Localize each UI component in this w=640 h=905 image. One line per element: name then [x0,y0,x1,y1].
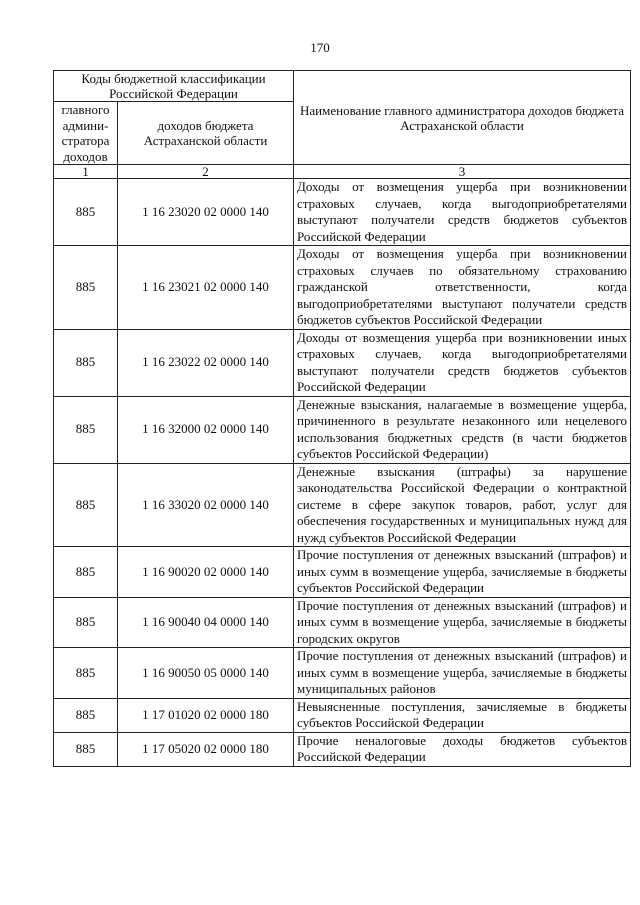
table-body [54,179,631,767]
table-row [54,329,631,396]
table-row [54,246,631,330]
income-code-cell: 1 16 90020 02 0000 140 [118,547,294,598]
column-number: 2 [118,165,294,179]
admin-code-cell: 885 [54,179,118,246]
income-name-cell: Прочие неналоговые доходы бюджетов субъектов Российской Федерации [294,732,631,766]
admin-code-cell: 885 [54,463,118,547]
header-row-group [54,71,631,102]
column-number: 3 [294,165,631,179]
income-name-cell: Доходы от возмещения ущерба при возникновении иных страховых случаев, когда выгодоприобретателями выступают получатели средств бюджетов субъектов Российской Федерации [294,329,631,396]
income-code-cell: 1 16 90050 05 0000 140 [118,648,294,699]
income-code-cell: 1 16 23021 02 0000 140 [118,246,294,330]
table-row [54,463,631,547]
income-name-cell: Прочие поступления от денежных взысканий (штрафов) и иных сумм в возмещение ущерба, зачисляемые в бюджеты субъектов Российской Федерации [294,547,631,598]
admin-code-cell: 885 [54,329,118,396]
table-row [54,732,631,766]
table-header [54,71,631,179]
table-row [54,179,631,246]
column-number: 1 [54,165,118,179]
admin-code-cell: 885 [54,597,118,648]
income-name-cell: Невыясненные поступления, зачисляемые в бюджеты субъектов Российской Федерации [294,698,631,732]
income-code-cell: 1 17 05020 02 0000 180 [118,732,294,766]
budget-classification-table [53,70,631,767]
income-name-cell: Денежные взыскания (штрафы) за нарушение законодательства Российской Федерации о контрактной системе в сфере закупок товаров, работ, услуг для обеспечения государственных и муниципальных нужд для нужд субъектов Российской Федерации [294,463,631,547]
income-code-cell: 1 16 33020 02 0000 140 [118,463,294,547]
table-row [54,547,631,598]
table-row [54,597,631,648]
header-income-column: доходов бюджета Астраханской области [118,102,294,165]
admin-code-cell: 885 [54,246,118,330]
table-row [54,396,631,463]
income-name-cell: Прочие поступления от денежных взысканий (штрафов) и иных сумм в возмещение ущерба, зачисляемые в бюджеты муниципальных районов [294,648,631,699]
admin-code-cell: 885 [54,547,118,598]
income-name-cell: Доходы от возмещения ущерба при возникновении страховых случаев, когда выгодоприобретателями выступают получатели средств бюджетов субъектов Российской Федерации [294,179,631,246]
admin-code-cell: 885 [54,732,118,766]
admin-code-cell: 885 [54,396,118,463]
income-code-cell: 1 16 23020 02 0000 140 [118,179,294,246]
income-code-cell: 1 17 01020 02 0000 180 [118,698,294,732]
admin-code-cell: 885 [54,698,118,732]
income-code-cell: 1 16 23022 02 0000 140 [118,329,294,396]
income-name-cell: Денежные взыскания, налагаемые в возмещение ущерба, причиненного в результате незаконного или нецелевого использования бюджетных средств (в части бюджетов субъектов Российской Федерации) [294,396,631,463]
header-group-label: Коды бюджетной классификации Российской Федерации [54,71,294,102]
header-name-column: Наименование главного администратора доходов бюджета Астраханской области [294,71,631,165]
header-admin-column: главного админи-стратора доходов [54,102,118,165]
header-row-numbers [54,165,631,179]
income-name-cell: Доходы от возмещения ущерба при возникновении страховых случаев по обязательному страхованию гражданской ответственности, когда выгодоприобретателями выступают получатели средств бюджетов субъектов Российской Федерации [294,246,631,330]
page-number: 170 [310,40,330,55]
income-name-cell: Прочие поступления от денежных взысканий (штрафов) и иных сумм в возмещение ущерба, зачисляемые в бюджеты городских округов [294,597,631,648]
table-row [54,648,631,699]
income-code-cell: 1 16 90040 04 0000 140 [118,597,294,648]
income-code-cell: 1 16 32000 02 0000 140 [118,396,294,463]
admin-code-cell: 885 [54,648,118,699]
table-row [54,698,631,732]
